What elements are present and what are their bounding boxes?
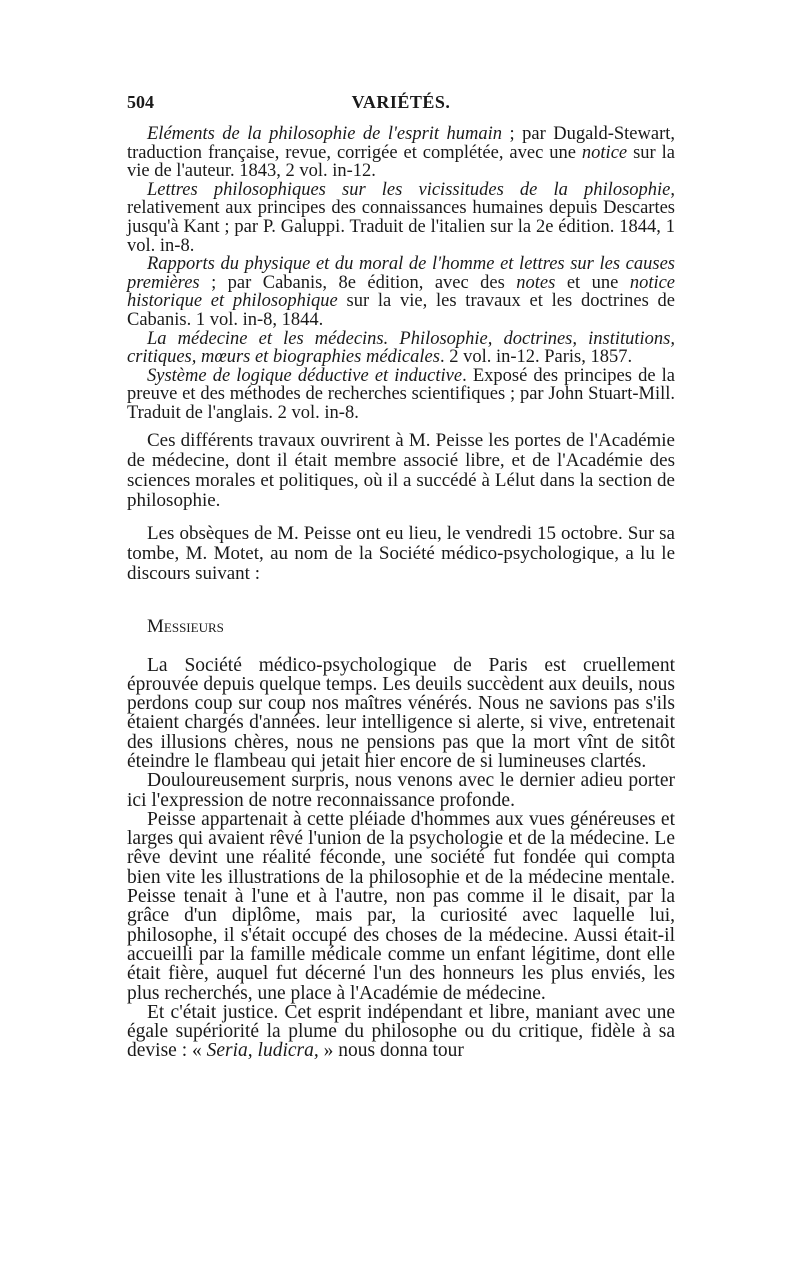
work-details: ; par Cabanis, 8e édition, avec des — [199, 272, 517, 293]
work-note: notes — [516, 272, 556, 293]
speech-paragraph: Douloureusement surpris, nous venons avec le dernier adieu porter ici l'expression de notre reconnaissance profonde. — [127, 770, 675, 811]
work-details: ; par Dugald-Stewart, traduction française, revue, corrigée et complétée, avec une — [127, 124, 675, 163]
motto: Seria, ludicra, — [206, 1040, 319, 1062]
academie-paragraph: Ces différents travaux ouvrirent à M. Peisse les portes de l'Académie de médecine, dont il était membre associé libre, et de l'Académie des sciences morales et politiques, où il a succédé à Lélut dans la section de philosophie. — [127, 429, 675, 511]
obseques-paragraph: Les obsèques de M. Peisse ont eu lieu, le vendredi 15 octobre. Sur sa tombe, M. Motet, au nom de la Société médico-psychologique, a lu le discours suivant : — [127, 522, 675, 584]
work-details: sur la vie de l'auteur. 1843, 2 vol. in-12. — [127, 142, 675, 182]
bibliography-entry — [127, 255, 675, 329]
work-title: Rapports du physique et du moral de l'homme et lettres sur les causes premières — [127, 254, 675, 293]
work-note: notice historique et philosophique — [127, 272, 676, 312]
work-details: . Exposé des principes de la preuve et des méthodes de recherches scientifiques ; par John Stuart-Mill. Traduit de l'anglais. 2 vol. in-8. — [127, 365, 675, 423]
speech-paragraph: La Société médico-psychologique de Paris est cruellement éprouvée depuis quelque temps. Les deuils succèdent aux deuils, nous perdons coup sur coup nos maîtres vénérés. Nous ne savions pas s'ils étaient chargés d'années. leur intelligence si alerte, si vive, entretenait des illusions chères, nous ne pensions pas que la mort vînt de sitôt éteindre le flambeau qui jetait hier encore de si lumineuses clartés. — [127, 654, 675, 772]
work-title: Lettres philosophiques sur les vicissitudes de la philosophie — [147, 179, 671, 200]
work-title: La médecine et les médecins. Philosophie, doctrines, institutions, critiques, mœurs et biographies médicales — [127, 328, 675, 368]
running-head: VARIÉTÉS. — [351, 92, 451, 112]
speech-paragraph: Peisse appartenait à cette pléiade d'hommes aux vues généreuses et larges qui avaient rêvé l'union de la psychologie et de la médecine. Le rêve devint une réalité féconde, une société fut fondée qui compta bien vite les illustrations de la philosophie et de la médecine mentale. Peisse tenait à l'une et à l'autre, non pas comme il le disait, par la grâce d'un diplôme, mais par, la curiosité avec laquelle lui, philosophe, il s'était occupé des choses de la médecine. Aussi était-il accueilli par la famille médicale comme un enfant légitime, dont elle était fière, auquel fut décerné l'un des honneurs les plus enviés, les plus recherchés, une place à l'Académie de médecine. — [127, 808, 675, 1004]
bibliography-entry — [127, 330, 675, 367]
work-details: sur la vie, les travaux et les doctrines de Cabanis. 1 vol. in-8, 1844. — [127, 291, 676, 330]
work-details: . 2 vol. in-12. Paris, 1857. — [439, 347, 633, 368]
speech-paragraph — [127, 1003, 675, 1061]
speech-salutation: Messieurs — [147, 615, 224, 637]
page-body — [127, 125, 675, 1061]
work-details: et une — [555, 272, 630, 293]
page-number: 504 — [127, 92, 154, 112]
work-title: Eléments de la philosophie de l'esprit humain — [147, 124, 503, 144]
speech-text: Et c'était justice. Cet esprit indépendant et libre, maniant avec une égale supériorité la plume du philosophe ou du critique, fidèle à sa devise : « — [127, 1001, 675, 1062]
bibliography-entry — [127, 181, 675, 255]
speech-text: » nous donna tour — [318, 1040, 464, 1062]
bibliography-entry — [127, 125, 675, 181]
work-details: , relativement aux principes des connaissances humaines depuis Descartes jusqu'à Kant ; par P. Galuppi. Traduit de l'italien sur la 2e édition. 1844, 1 vol. in-8. — [127, 179, 675, 256]
bibliography-entry — [127, 367, 675, 423]
work-note: notice — [581, 142, 628, 163]
work-title: Système de logique déductive et inductive — [147, 365, 463, 386]
page-header — [127, 92, 675, 116]
